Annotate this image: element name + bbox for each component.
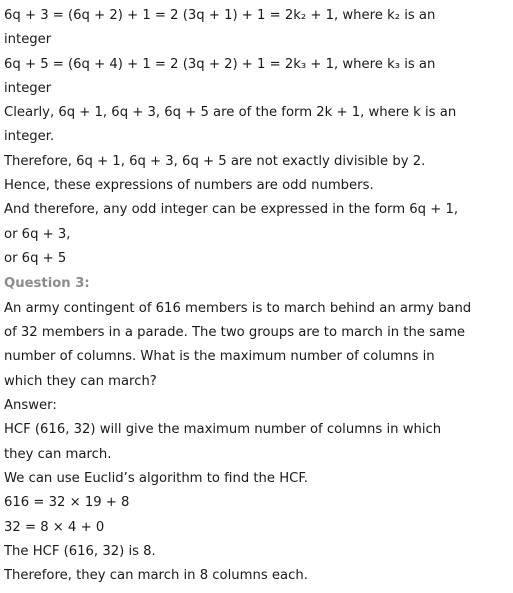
answer-line: they can march. <box>4 446 112 462</box>
text-line: 6q + 3 = (6q + 2) + 1 = 2 (3q + 1) + 1 = 2k₂ + 1, where k₂ is an <box>4 8 436 23</box>
question-text <box>4 297 509 394</box>
text-line: And therefore, any odd integer can be expressed in the form 6q + 1, <box>4 202 459 218</box>
text-line: or 6q + 3, <box>4 226 71 242</box>
text-line: 6q + 5 = (6q + 4) + 1 = 2 (3q + 2) + 1 = 2k₃ + 1, where k₃ is an <box>4 56 436 72</box>
text-line: Clearly, 6q + 1, 6q + 3, 6q + 5 are of the form 2k + 1, where k is an <box>4 105 457 121</box>
text-line: Therefore, 6q + 1, 6q + 3, 6q + 5 are not exactly divisible by 2. <box>4 153 426 169</box>
question-line: of 32 members in a parade. The two groups are to march in the same <box>4 325 466 341</box>
question-line: number of columns. What is the maximum number of columns in <box>4 349 435 365</box>
question-line: An army contingent of 616 members is to march behind an army band <box>4 300 472 316</box>
answer-label: Answer: <box>4 398 57 414</box>
equation-line: 32 = 8 × 4 + 0 <box>4 519 105 535</box>
answer-line: Therefore, they can march in 8 columns each. <box>4 568 308 584</box>
text-line: Hence, these expressions of numbers are odd numbers. <box>4 178 374 194</box>
answer-line: HCF (616, 32) will give the maximum number of columns in which <box>4 422 442 438</box>
question-line: which they can march? <box>4 373 157 389</box>
answer-text <box>4 418 509 588</box>
answer-line: The HCF (616, 32) is 8. <box>4 543 156 559</box>
section-odd-integers <box>4 4 509 271</box>
answer-line: We can use Euclid’s algorithm to find the HCF. <box>4 470 308 486</box>
text-line: integer. <box>4 129 55 145</box>
section-question-3 <box>4 272 509 588</box>
text-line: integer <box>4 32 52 48</box>
question-heading: Question 3: <box>4 276 90 292</box>
text-line: integer <box>4 80 52 96</box>
text-line: or 6q + 5 <box>4 250 67 266</box>
equation-line: 616 = 32 × 19 + 8 <box>4 495 130 511</box>
